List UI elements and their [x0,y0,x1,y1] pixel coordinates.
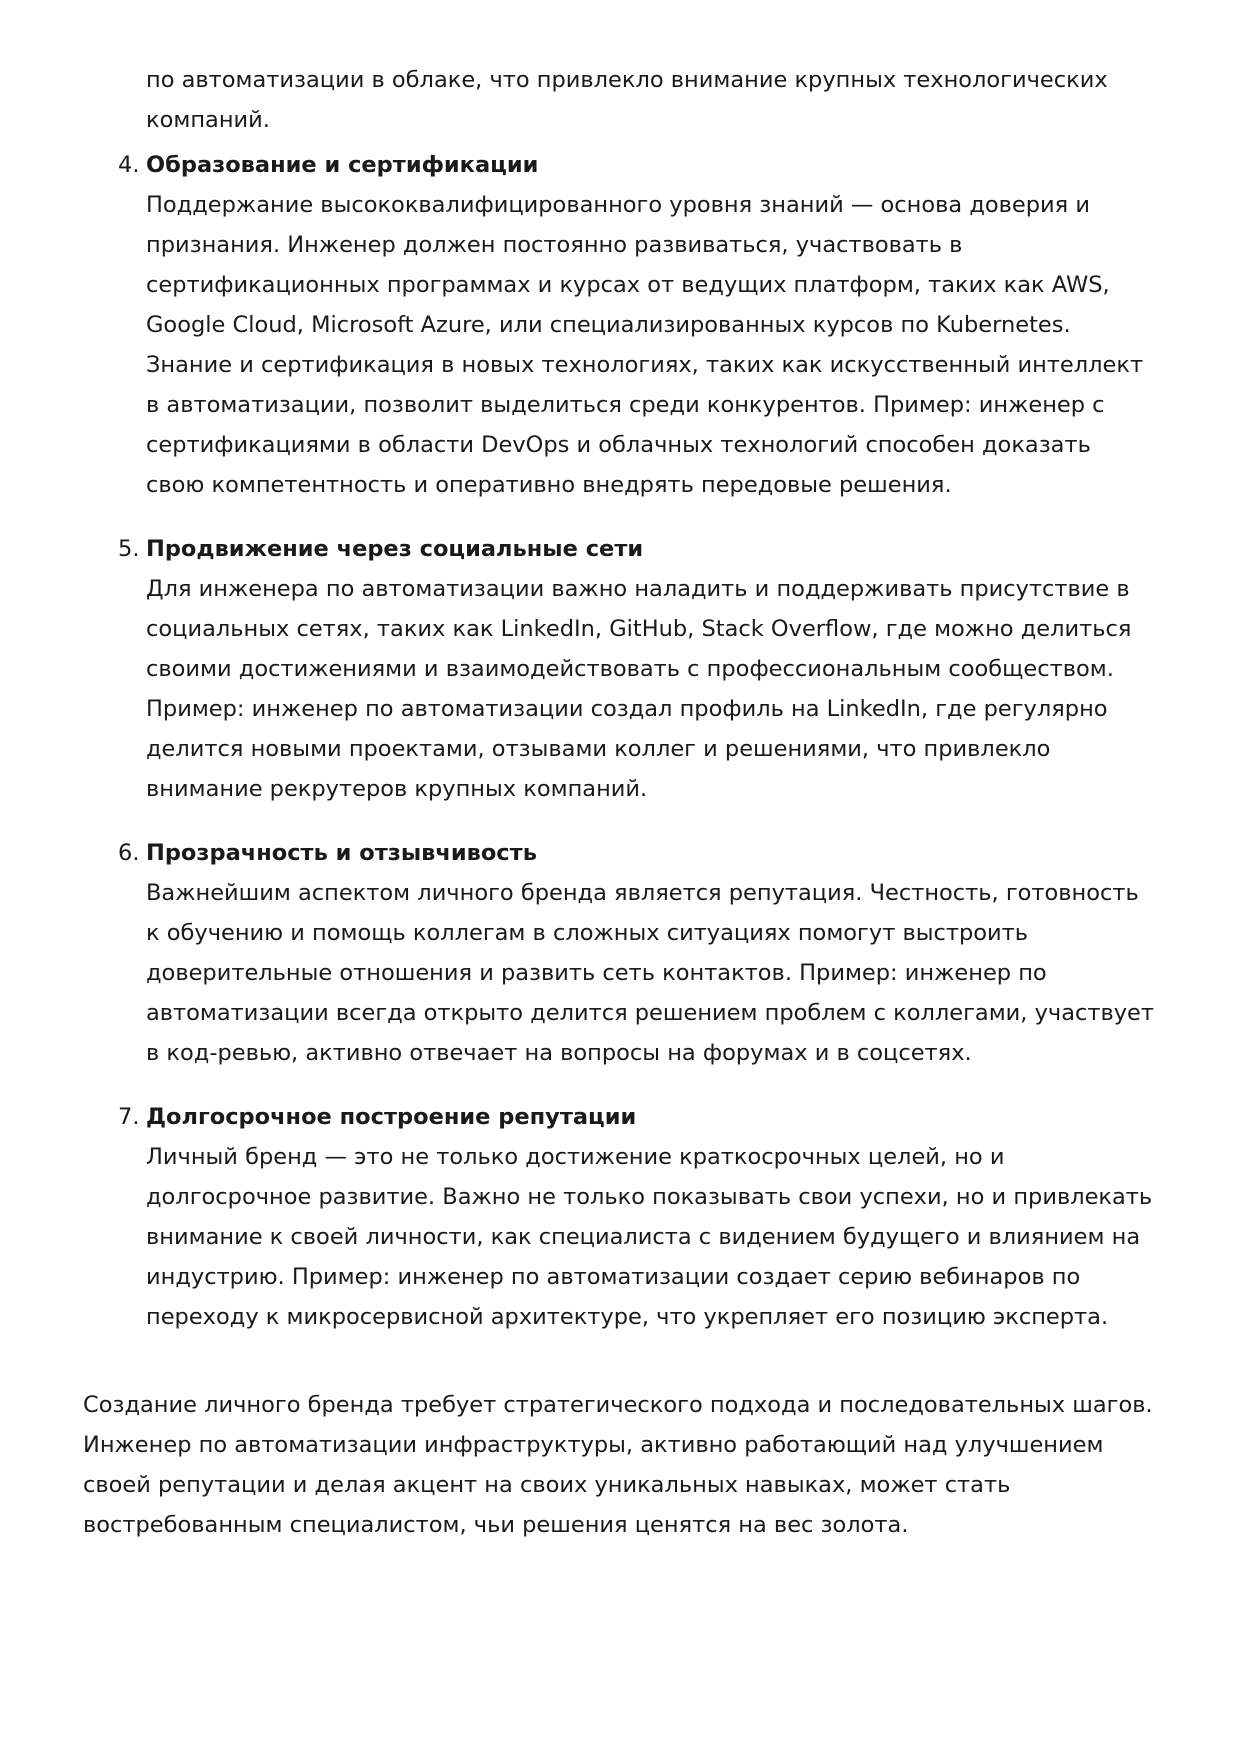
continuation-paragraph: по автоматизации в облаке, что привлекло внимание крупных технологических компаний. [146,67,1108,133]
list-item-title: Прозрачность и отзывчивость [146,840,537,866]
list-item-number: 6. [118,840,140,866]
list-item-number: 4. [118,152,140,178]
list-item-number: 7. [118,1104,140,1130]
list-item-title: Долгосрочное построение репутации [146,1104,637,1130]
list-item-title: Продвижение через социальные сети [146,536,644,562]
list-item-title: Образование и сертификации [146,152,539,178]
list-item-body: Важнейшим аспектом личного бренда является репутация. Честность, готовность к обучению и помощь коллегам в сложных ситуациях помогут выстроить доверительные отношения и развить сеть контактов. Пример: инженер по автоматизации всегда открыто делится решением проблем с коллегами, участвует в код-ревью, активно отвечает на вопросы на форумах и в соцсетях. [146,880,1155,1066]
conclusion-paragraph: Создание личного бренда требует стратегического подхода и последовательных шагов. Инженер по автоматизации инфраструктуры, активно работающий над улучшением своей репутации и делая акцент на своих уникальных навыках, может стать востребованным специалистом, чьи решения ценятся на вес золота. [83,1392,1153,1538]
list-item-body: Для инженера по автоматизации важно наладить и поддерживать присутствие в социальных сетях, таких как LinkedIn, GitHub, Stack Overflow, где можно делиться своими достижениями и взаимодействовать с профессиональным сообществом. Пример: инженер по автоматизации создал профиль на LinkedIn, где регулярно делится новыми проектами, отзывами коллег и решениями, что привлекло внимание рекрутеров крупных компаний. [146,576,1132,802]
list-item-body: Поддержание высококвалифицированного уровня знаний — основа доверия и признания. Инженер должен постоянно развиваться, участвовать в сертификационных программах и курсах от ведущих платформ, таких как AWS, Google Cloud, Microsoft Azure, или специализированных курсов по Kubernetes. Знание и сертификация в новых технологиях, таких как искусственный интеллект в автоматизации, позволит выделиться среди конкурентов. Пример: инженер с сертификациями в области DevOps и облачных технологий способен доказать свою компетентность и оперативно внедрять передовые решения. [146,192,1144,498]
list-item-body: Личный бренд — это не только достижение краткосрочных целей, но и долгосрочное развитие. Важно не только показывать свои успехи, но и привлекать внимание к своей личности, как специалиста с видением будущего и влиянием на индустрию. Пример: инженер по автоматизации создает серию вебинаров по переходу к микросервисной архитектуре, что укрепляет его позицию эксперта. [146,1144,1153,1330]
list-item-number: 5. [118,536,140,562]
